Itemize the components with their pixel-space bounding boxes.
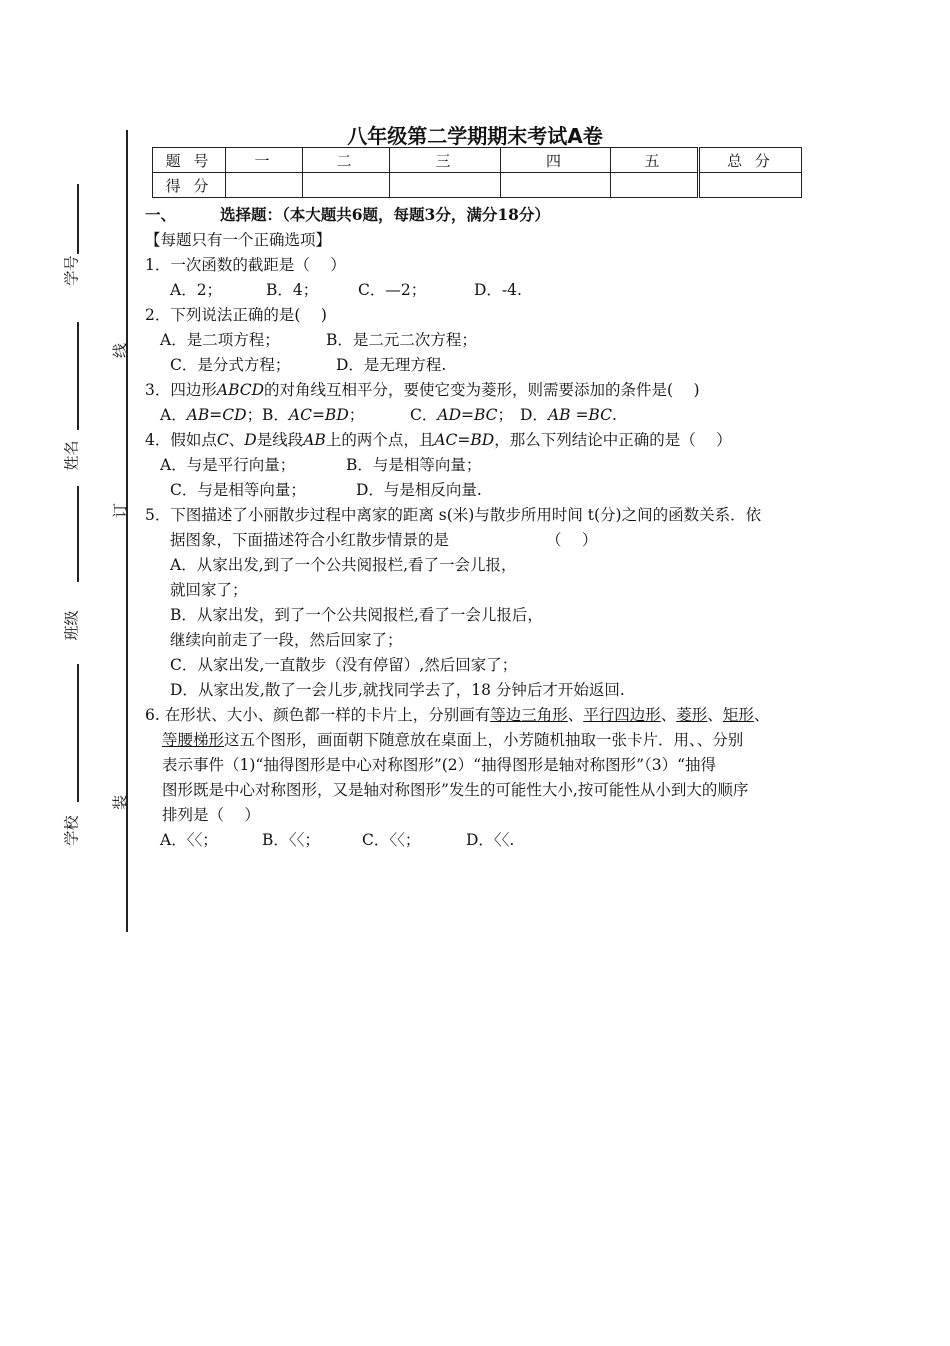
row-label: 得 分 [153,173,226,198]
option-d: D．AB =BC. [520,406,617,424]
mark-line: 线 [111,342,130,359]
score-cell[interactable] [226,173,303,198]
score-cell[interactable] [390,173,501,198]
score-table [152,147,802,198]
q5-option-c: C．从家出发,一直散步（没有停留）,然后回家了； [170,656,518,674]
header-cell: 二 [303,148,390,173]
score-cell[interactable] [699,173,802,198]
q5-stem-line1: 5．下图描述了小丽散步过程中离家的距离 s(米)与散步所用时间 t(分)之间的函数关系．依 [145,506,762,524]
option-d: D．〈〈. [466,831,515,849]
option-a: A．2； [170,281,223,299]
option-c: C．〈〈； [362,831,421,849]
q4-options-row1 [160,455,481,475]
q5-option-b-line1: B．从家出发，到了一个公共阅报栏,看了一会儿报后， [170,606,543,624]
option-a: A．〈〈； [160,831,218,849]
q3-stem-text: 3．四边形 [145,381,217,399]
shape-isosceles-trapezoid: 等腰梯形 [162,731,225,749]
score-cell[interactable] [303,173,390,198]
q3-stem-text: 的对角线互相平分，要使它变为菱形，则需要添加的条件是( ) [264,381,700,399]
margin-line-outer [126,130,128,932]
shape-equilateral-triangle: 等边三角形 [490,706,568,724]
q5-option-d: D．从家出发,散了一会儿步,就找同学去了，18 分钟后才开始返回. [170,681,625,699]
option-a: A．是二项方程； [160,331,280,349]
option-d: D．是无理方程. [336,356,447,374]
label-class: 班级 [62,610,81,641]
section-note: 【每题只有一个正确选项】 [145,231,332,249]
section-title: 选择题：（本大题共6题，每题3分，满分18分） [220,205,550,224]
q5-option-a-line2: 就回家了； [170,581,248,599]
option-c: C．AD=BC； [410,406,514,424]
q6-line3: 表示事件（1)“抽得图形是中心对称图形”(2）“抽得图形是轴对称图形”（3）“抽得 [162,756,717,774]
answer-paren: （ ） [546,531,598,549]
margin-rule-3 [77,486,79,582]
q5-stem-text: 据图象，下面描述符合小红散步情景的是 [170,531,450,549]
q6-line5: 排列是（ ） [162,806,260,824]
option-c: C．—2； [358,281,427,299]
q2-stem: 2．下列说法正确的是( ) [145,306,327,324]
margin-rule-4 [77,664,79,802]
q6-line1: 6. 在形状、大小、颜色都一样的卡片上，分别画有等边三角形、平行四边形、菱形、矩形、 [145,706,770,724]
header-cell: 三 [390,148,501,173]
q4-stem: 4．假如点C、D是线段AB上的两个点，且AC=BD，那么下列结论中正确的是（ ） [145,431,732,449]
option-b: B．与是相等向量； [346,456,482,474]
margin-rule-1 [77,184,79,254]
section-heading [145,205,550,225]
header-cell: 四 [501,148,611,173]
q3-quadrilateral: ABCD [216,381,265,399]
q5-option-a-line1: A．从家出发,到了一个公共阅报栏,看了一会儿报， [170,556,517,574]
margin-rule-2 [77,322,79,430]
header-cell: 题 号 [153,148,226,173]
q5-option-b-line2: 继续向前走了一段，然后回家了； [170,631,403,649]
mark-bind: 订 [111,502,130,519]
label-name: 姓名 [62,440,81,471]
q1-options [170,280,522,300]
header-cell: 总 分 [699,148,802,173]
score-cell[interactable] [501,173,611,198]
q6-line2: 等腰梯形这五个图形，画面朝下随意放在桌面上，小芳随机抽取一张卡片．用、、分别 [162,731,744,749]
q5-stem-line2 [170,530,597,550]
score-cell[interactable] [611,173,699,198]
option-b: B．AC=BD； [262,406,365,424]
q1-stem: 1．一次函数的截距是（ ） [145,256,346,274]
shape-rhombus: 菱形 [676,706,708,724]
q6-line4: 图形既是中心对称图形，又是轴对称图形”发生的可能性大小,按可能性从小到大的顺序 [162,781,749,799]
option-a: A．与是平行向量； [160,456,296,474]
page-title: 八年级第二学期期末考试A卷 [347,124,603,148]
option-c: C．是分式方程； [170,356,291,374]
option-b: B．是二元二次方程； [326,331,477,349]
q3-options [160,405,617,425]
option-d: D．与是相反向量. [356,481,482,499]
q4-options-row2 [170,480,482,500]
option-d: D．-4. [474,281,522,299]
option-b: B．4； [266,281,319,299]
label-student-id: 学号 [62,255,81,286]
q2-options-row1 [160,330,477,350]
option-a: A．AB=CD； [160,406,263,424]
header-cell: 一 [226,148,303,173]
option-b: B．〈〈； [262,831,320,849]
q6-options [160,830,514,850]
shape-parallelogram: 平行四边形 [583,706,661,724]
option-c: C．与是相等向量； [170,481,306,499]
shape-rectangle: 矩形 [722,706,754,724]
score-table-score-row [153,173,802,198]
q3-stem [145,380,700,400]
section-number: 一、 [145,205,177,224]
label-school: 学校 [62,815,81,846]
score-table-header-row [153,148,802,173]
mark-staple: 装 [111,794,130,811]
header-cell: 五 [611,148,699,173]
q2-options-row2 [170,355,446,375]
